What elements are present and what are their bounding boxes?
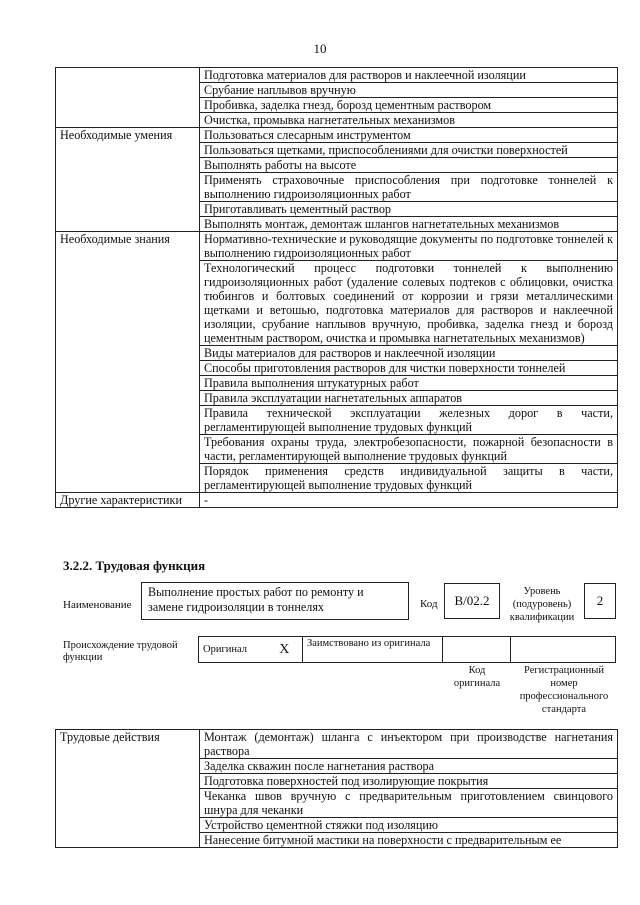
labor-actions-item: Заделка скважин после нагнетания раствора xyxy=(200,759,618,774)
name-box xyxy=(141,582,409,620)
level-label: Уровень (подуровень) квалификации xyxy=(509,586,575,623)
required-knowledge-item: Правила технической эксплуатации железных дорог в части, регламентирующей выполнение трудовых функций xyxy=(200,406,618,435)
labor-actions-table xyxy=(55,729,618,848)
name-label: Наименование xyxy=(63,599,132,611)
reg-caption: Регистрационный номер профессионального стандарта xyxy=(519,665,609,715)
other-characteristics-label: Другие характеристики xyxy=(56,493,200,508)
original-mark: X xyxy=(267,637,303,663)
required-skills-label: Необходимые умения xyxy=(56,128,200,232)
preparation-item: Очистка, промывка нагнетательных механизмов xyxy=(200,113,618,128)
required-skills-item: Пользоваться щетками, приспособлениями для очистки поверхностей xyxy=(200,143,618,158)
required-knowledge-item: Технологический процесс подготовки тоннелей к выполнению гидроизоляционных работ (удаление солевых подтеков с облицовки, очистка тюбингов и болтовых соединений от коррозии и грязи металлическими щетками и ветошью, подготовка материалов для растворов и наклеечной изоляции, срубание наплывов вручную, пробивка, заделка гнезд и борозд цементным раствором, очистка и промывка нагнетательных механизмов) xyxy=(200,261,618,346)
table-row xyxy=(56,128,618,143)
labor-actions-item: Монтаж (демонтаж) шланга с инъектором при производстве нагнетания раствора xyxy=(200,730,618,759)
labor-actions-item: Нанесение битумной мастики на поверхности с предварительным ее xyxy=(200,833,618,848)
other-characteristics-item: - xyxy=(200,493,618,508)
competency-table xyxy=(55,67,618,508)
page-number: 10 xyxy=(313,41,327,56)
required-knowledge-item: Правила выполнения штукатурных работ xyxy=(200,376,618,391)
required-knowledge-item: Виды материалов для растворов и наклеечной изоляции xyxy=(200,346,618,361)
required-skills-item: Выполнять монтаж, демонтаж шлангов нагнетательных механизмов xyxy=(200,217,618,232)
table-row xyxy=(56,68,618,83)
required-skills-item: Приготавливать цементный раствор xyxy=(200,202,618,217)
table-row xyxy=(56,232,618,261)
borrowed-label: Заимствовано из оригинала xyxy=(303,637,443,663)
required-knowledge-item: Требования охраны труда, электробезопасности, пожарной безопасности в части, регламентирующей выполнение трудовых функций xyxy=(200,435,618,464)
section-title: 3.2.2. Трудовая функция xyxy=(63,558,206,573)
preparation-label xyxy=(56,68,200,128)
origin-label: Происхождение трудовой функции xyxy=(63,640,178,663)
required-skills-item: Выполнять работы на высоте xyxy=(200,158,618,173)
required-knowledge-item: Правила эксплуатации нагнетательных аппаратов xyxy=(200,391,618,406)
required-knowledge-item: Порядок применения средств индивидуальной защиты в части, регламентирующей выполнение трудовых функций xyxy=(200,464,618,493)
required-skills-item: Пользоваться слесарным инструментом xyxy=(200,128,618,143)
original-label: Оригинал xyxy=(199,637,267,663)
labor-actions-item: Подготовка поверхностей под изолирующие покрытия xyxy=(200,774,618,789)
required-knowledge-item: Способы приготовления растворов для чистки поверхности тоннелей xyxy=(200,361,618,376)
preparation-item: Пробивка, заделка гнезд, борозд цементным раствором xyxy=(200,98,618,113)
code-value: B/02.2 xyxy=(444,583,500,619)
reg-number-cell xyxy=(511,637,616,663)
labor-actions-label: Трудовые действия xyxy=(56,730,200,848)
code-caption: Код оригинала xyxy=(453,665,501,689)
origin-table xyxy=(198,636,616,663)
preparation-item: Подготовка материалов для растворов и наклеечной изоляции xyxy=(200,68,618,83)
name-value: Выполнение простых работ по ремонту и замене гидроизоляции в тоннелях xyxy=(148,585,364,614)
preparation-item: Срубание наплывов вручную xyxy=(200,83,618,98)
labor-actions-item: Чеканка швов вручную с предварительным приготовлением свинцового шнура для чеканки xyxy=(200,789,618,818)
required-skills-item: Применять страховочные приспособления при подготовке тоннелей к выполнению гидроизоляционных работ xyxy=(200,173,618,202)
required-knowledge-label: Необходимые знания xyxy=(56,232,200,493)
table-row xyxy=(56,493,618,508)
code-label: Код xyxy=(420,598,438,610)
required-knowledge-item: Нормативно-технические и руководящие документы по подготовке тоннелей к выполнению гидроизоляционных работ xyxy=(200,232,618,261)
table-row xyxy=(56,730,618,759)
labor-actions-item: Устройство цементной стяжки под изоляцию xyxy=(200,818,618,833)
level-value: 2 xyxy=(584,583,616,619)
original-code-cell xyxy=(443,637,511,663)
